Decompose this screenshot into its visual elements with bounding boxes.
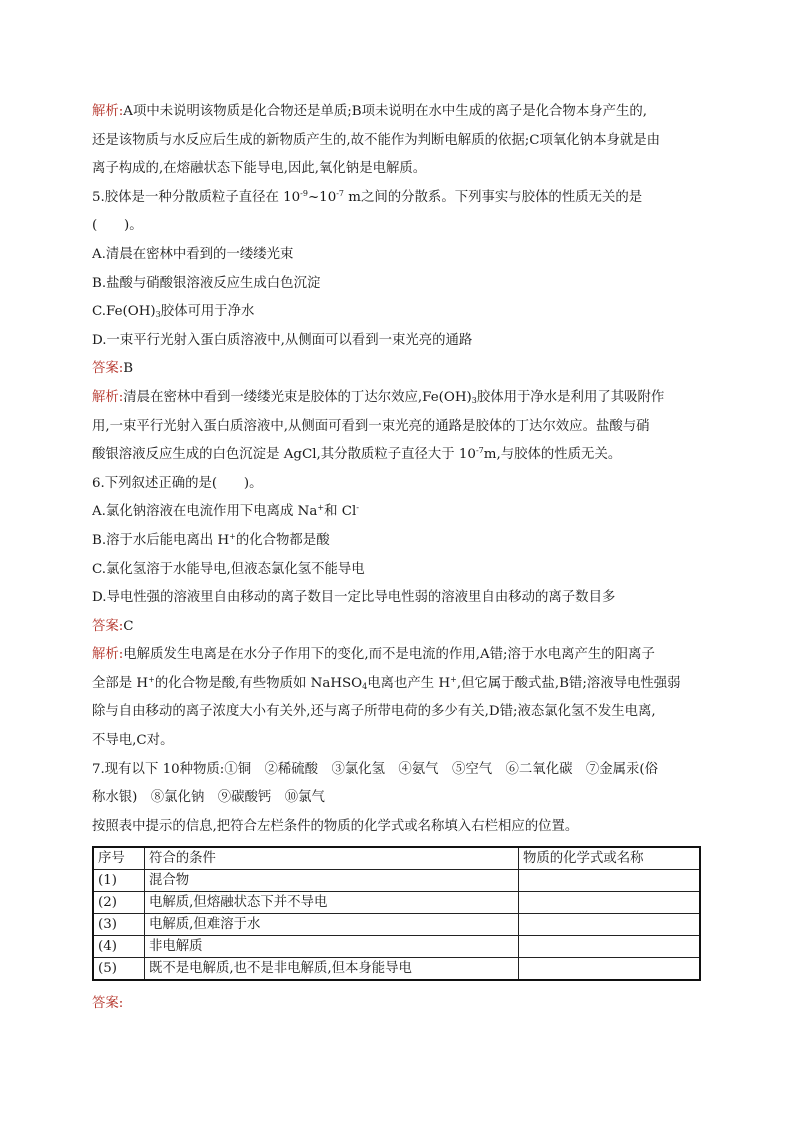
q5-option-a: A.清晨在密林中看到的一缕缕光束: [92, 246, 294, 262]
table-header-row: [93, 847, 700, 870]
answer-cell[interactable]: [519, 936, 701, 958]
answer-cell[interactable]: [519, 958, 701, 981]
header-substance: 物质的化学式或名称: [519, 847, 701, 870]
q5-option-b: B.盐酸与硝酸银溶液反应生成白色沉淀: [92, 275, 321, 291]
q5-answer-paren: ( )。: [92, 218, 143, 234]
table-row: (3) 电解质,但难溶于水: [93, 914, 700, 936]
q6-answer: 答案:C: [92, 618, 134, 634]
q7-instruction: 按照表中提示的信息,把符合左栏条件的物质的化学式或名称填入右栏相应的位置。: [92, 818, 579, 834]
document-body: [92, 98, 702, 841]
q5-explanation-line-1: 解析:清晨在密林中看到一缕缕光束是胶体的丁达尔效应$,Fe(OH)_3$胶体用于净水是利用了其吸附作: [92, 389, 665, 405]
q7-stem-line-1: 7.现有以下 10种物质:①铜 ②稀硫酸 ③氯化氢 ④氨气 ⑤空气 ⑥二氧化碳 ⑦金属汞(俗: [92, 761, 659, 777]
answer-cell[interactable]: [519, 892, 701, 914]
q5-stem: 5.胶体是一种分散质粒子直径在 $10^{-9}\sim 10^{-7}$ m之间的分散系。下列事实与胶体的性质无关的是: [92, 188, 643, 205]
q7-answer-label: 答案:: [92, 996, 124, 1011]
table-row: (5) 既不是电解质,也不是非电解质,但本身能导电: [93, 958, 700, 981]
header-condition: 符合的条件: [145, 847, 519, 870]
q5-answer: 答案:B: [92, 361, 134, 377]
q6-explanation-line-3: 除与自由移动的离子浓度大小有关外,还与离子所带电荷的多少有关,D错;液态氯化氢不发生电离,: [92, 704, 656, 720]
q7-answer-table: [92, 846, 701, 981]
q6-stem: 6.下列叙述正确的是( )。: [92, 475, 263, 491]
q4-explanation-line-2: 还是该物质与水反应后生成的新物质产生的,故不能作为判断电解质的依据;C项氧化钠本身就是由: [92, 132, 661, 148]
q4-explanation-line-3: 离子构成的,在熔融状态下能导电,因此,氧化钠是电解质。: [92, 161, 427, 177]
q6-explanation-line-4: 不导电,C对。: [92, 733, 174, 749]
q6-explanation-line-2: 全部是 H+的化合物是酸,有些物质如 NaHSO$_4$电离也产生 H+,但它属于酸式盐,B错;溶液导电性强弱: [92, 674, 681, 691]
q4-explanation-line-1: 解析:A项中未说明该物质是化合物还是单质;B项未说明在水中生成的离子是化合物本身产生的,: [92, 104, 648, 119]
q5-option-c: $C.Fe(OH)_3$胶体可用于净水: [92, 304, 255, 320]
q7-stem-line-2: 称水银) ⑧氯化钠 ⑨碳酸钙 ⑩氯气: [92, 790, 325, 806]
explanation-label: 解析:: [92, 104, 124, 119]
answer-label: 答案:: [92, 618, 124, 634]
q6-option-d: D.导电性强的溶液里自由移动的离子数目一定比导电性弱的溶液里自由移动的离子数目多: [92, 590, 616, 606]
table-row: (1) 混合物: [93, 870, 700, 892]
explanation-label: 解析:: [92, 389, 124, 405]
header-index: 序号: [93, 847, 145, 870]
q6-option-c: C.氯化氢溶于水能导电,但液态氯化氢不能导电: [92, 561, 365, 577]
answer-label: 答案:: [92, 361, 124, 377]
q5-explanation-line-3: 酸银溶液反应生成的白色沉淀是 AgCl,其分散质粒子直径大于 $10^{-7}m$,与胶体的性质无关。: [92, 446, 622, 463]
q6-explanation-line-1: 解析:电解质发生电离是在水分子作用下的变化,而不是电流的作用,A错;溶于水电离产生的阳离子: [92, 647, 655, 663]
table-row: (2) 电解质,但熔融状态下并不导电: [93, 892, 700, 914]
table-row: (4) 非电解质: [93, 936, 700, 958]
q5-option-d: D.一束平行光射入蛋白质溶液中,从侧面可以看到一束光亮的通路: [92, 332, 473, 348]
explanation-label: 解析:: [92, 647, 124, 663]
q6-option-b: B.溶于水后能电离出 H+的化合物都是酸: [92, 531, 330, 548]
answer-cell[interactable]: [519, 870, 701, 892]
q5-explanation-line-2: 用,一束平行光射入蛋白质溶液中,从侧面可看到一束光亮的通路是胶体的丁达尔效应。盐酸与硝: [92, 418, 650, 434]
q6-option-a: A.氯化钠溶液在电流作用下电离成 Na+和 Cl-: [92, 503, 359, 520]
answer-cell[interactable]: [519, 914, 701, 936]
